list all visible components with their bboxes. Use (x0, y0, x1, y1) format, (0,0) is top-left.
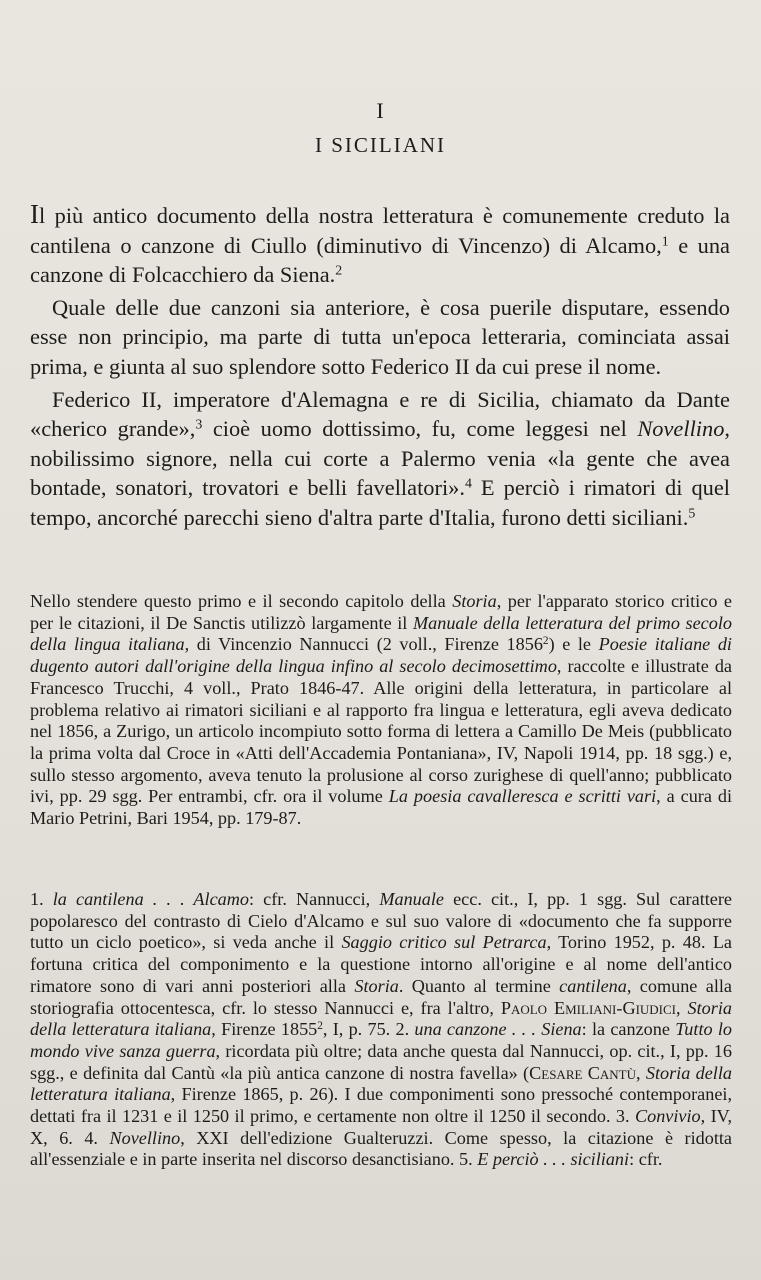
paragraph-1: Il più antico documento della nostra letteratura è comunemente creduto la cantilena o canzone di Ciullo (diminutivo di Vincenzo) di Alcamo,$^1$ e una canzone di Folcacchiero da Siena.$^2$ (30, 199, 730, 288)
footnote-ref-2: 2 (335, 263, 343, 279)
paragraph-2: Quale delle due canzoni sia anteriore, è cosa puerile disputare, essendo esse non principio, ma parte di tutta un'epoca letteraria, cominciata assai prima, e giunta al suo splendore sotto Federico II da cui prese il nome. (30, 294, 730, 379)
footnote-ref-4: 4 (464, 476, 472, 492)
footnotes: 1. la cantilena . . . Alcamo: cfr. Nannucci, Manuale ecc. cit., I, pp. 1 sgg. Sul carattere popolaresco del contrasto di Cielo d'Alcamo e sul suo valore di «documento che fa supporre tutto un ciclo poetico», si veda anche il Saggio critico sul Petrarca, Torino 1952, p. 48. La fortuna critica del componimento e la questione intorno all'origine e al nome dell'antico rimatore sono di vari anni posteriori alla Storia. Quanto al termine cantilena, comune alla storiografia ottocentesca, cfr. lo stesso Nannucci e, fra l'altro, Paolo Emiliani-Giudici, Storia della letteratura italiana, Firenze 1855$^2$, I, p. 75. 2. una canzone . . . Siena: la canzone Tutto lo mondo vive sanza guerra, ricordata più oltre; data anche questa dal Nannucci, op. cit., I, pp. 16 sgg., e definita dal Cantù «la più antica canzone di nostra favella» (Cesare Cantù, Storia della letteratura italiana, Firenze 1865, p. 26). I due componimenti sono pressoché contemporanei, dettati fra il 1231 e il 1250 il primo, e certamente non oltre il 1250 il secondo. 3. Convivio, IV, X, 6. 4. Novellino, XXI dell'edizione Gualteruzzi. Come spesso, la citazione è ridotta all'essenziale e in parte inserita nel discorso desanctisiano. 5. E perciò . . . siciliani: cfr. (30, 889, 733, 1170)
paragraph-3: Federico II, imperatore d'Alemagna e re di Sicilia, chiamato da Dante «cherico grande»,$^3$ cioè uomo dottissimo, fu, come leggesi nel Novellino, nobilissimo signore, nella cui corte a Palermo venia «la gente che avea bontade, sonatori, trovatori e belli favellatori».$^4$ E perciò i rimatori di quel tempo, ancorché parecchi sieno d'altra parte d'Italia, furono detti siciliani.$^5$ (30, 386, 731, 530)
chapter-number: I (376, 98, 385, 123)
chapter-title: I SICILIANI (314, 133, 447, 157)
footnote-ref-1: 1 (661, 233, 669, 249)
footnote-ref-3: 3 (195, 417, 203, 433)
main-text (30, 200, 730, 533)
footnote-ref-5: 5 (688, 506, 696, 522)
editorial-note: Nello stendere questo primo e il secondo capitolo della Storia, per l'apparato storico critico e per le citazioni, il De Sanctis utilizzò largamente il Manuale della letteratura del primo secolo della lingua italiana, di Vincenzio Nannucci (2 voll., Firenze 1856$^2$) e le Poesie italiane di dugento autori dall'origine della lingua infino al secolo decimosettimo, raccolte e illustrate da Francesco Trucchi, 4 voll., Prato 1846-47. Alle origini della letteratura, in particolare al problema relativo ai rimatori siciliani e al rapporto fra lingua e letteratura, egli aveva dedicato nel 1856, a Zurigo, un articolo incompiuto sotto forma di lettera a Camillo De Meis (pubblicato la prima volta dal Croce in «Atti dell'Accademia Pontaniana», IV, Napoli 1914, pp. 18 sgg.) e, sullo stesso argomento, aveva tenuto la prolusione al corso zurighese di quell'anno; pubblicato ivi, pp. 29 sgg. Per entrambi, cfr. ora il volume La poesia cavalleresca e scritti vari, a cura di Mario Petrini, Bari 1954, pp. 179-87. (30, 591, 733, 829)
